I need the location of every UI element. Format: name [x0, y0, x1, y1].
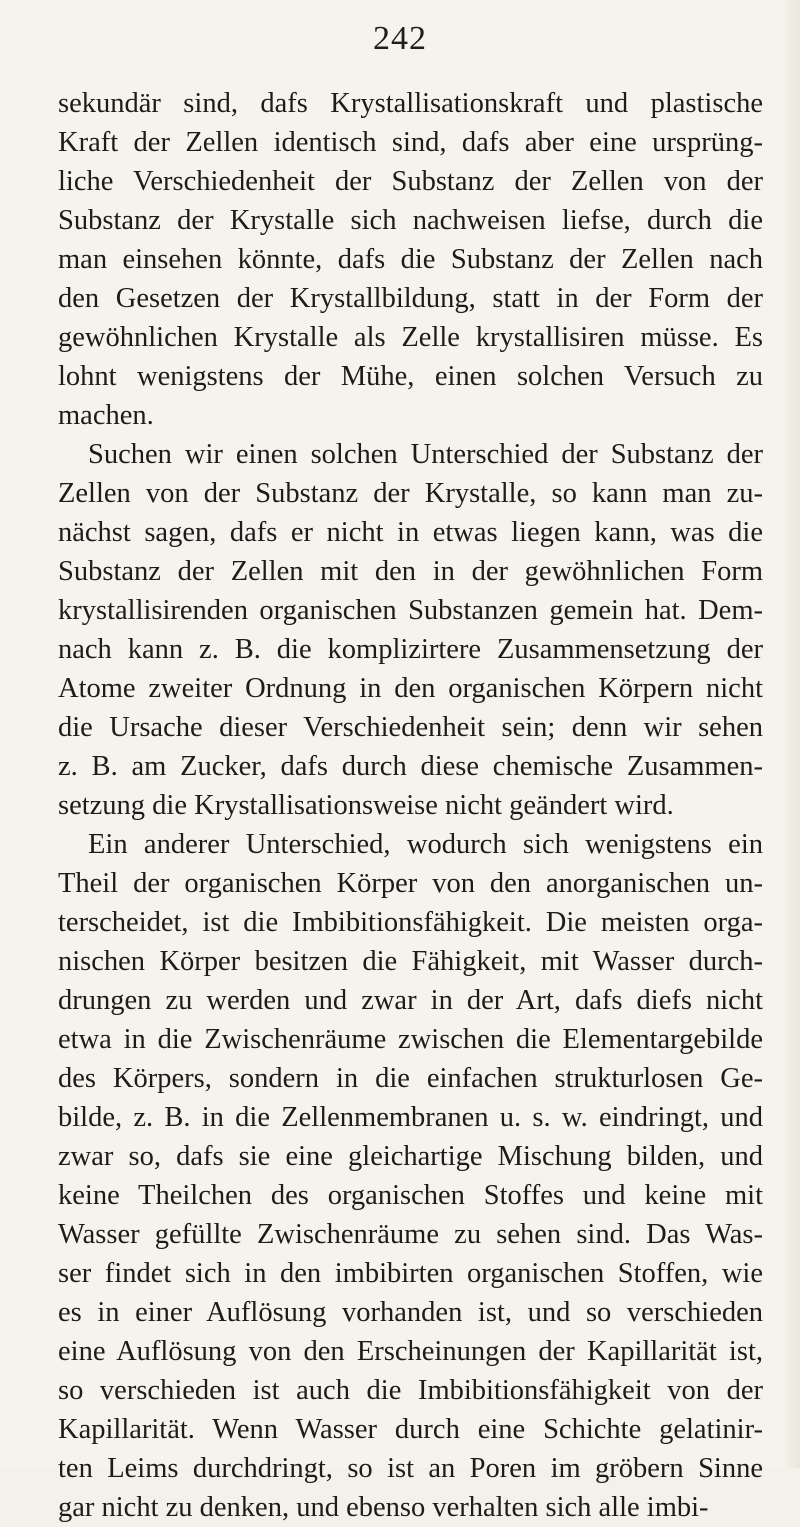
text-line: des Körpers, sondern in die einfachen strukturlosen Ge- [58, 1063, 763, 1094]
text-line: Kapillarität. Wenn Wasser durch eine Schichte gelatinir- [58, 1414, 763, 1445]
text-line: nach kann z. B. die komplizirtere Zusammensetzung der [58, 634, 763, 665]
text-line: nischen Körper besitzen die Fähigkeit, mit Wasser durch- [58, 946, 763, 977]
text-line: krystallisirenden organischen Substanzen gemein hat. Dem- [58, 595, 763, 626]
text-line: lohnt wenigstens der Mühe, einen solchen Versuch zu [58, 361, 763, 392]
text-line: Substanz der Krystalle sich nachweisen liefse, durch die [58, 205, 763, 236]
text-line: Theil der organischen Körper von den anorganischen un- [58, 868, 763, 899]
text-line: Kraft der Zellen identisch sind, dafs aber eine ursprüng- [58, 127, 763, 158]
text-line: gar nicht zu denken, und ebenso verhalten sich alle imbi- [58, 1492, 709, 1523]
text-line: Atome zweiter Ordnung in den organischen Körpern nicht [58, 673, 763, 704]
page-edge [786, 0, 800, 1468]
text-line: die Ursache dieser Verschiedenheit sein; denn wir sehen [58, 712, 763, 743]
text-line: so verschieden ist auch die Imbibitionsfähigkeit von der [58, 1375, 763, 1406]
text-line: den Gesetzen der Krystallbildung, statt in der Form der [58, 283, 763, 314]
text-line: machen. [58, 400, 154, 431]
text-line: es in einer Auflösung vorhanden ist, und so verschieden [58, 1297, 763, 1328]
text-line: Substanz der Zellen mit den in der gewöhnlichen Form [58, 556, 763, 587]
text-line: nächst sagen, dafs er nicht in etwas liegen kann, was die [58, 517, 763, 548]
text-line: z. B. am Zucker, dafs durch diese chemische Zusammen- [58, 751, 763, 782]
text-line: man einsehen könnte, dafs die Substanz der Zellen nach [58, 244, 763, 275]
text-line: terscheidet, ist die Imbibitionsfähigkeit. Die meisten orga- [58, 907, 763, 938]
text-line: sekundär sind, dafs Krystallisationskraft und plastische [58, 88, 763, 119]
text-line: etwa in die Zwischenräume zwischen die Elementargebilde [58, 1024, 763, 1055]
text-line: liche Verschiedenheit der Substanz der Zellen von der [58, 166, 763, 197]
text-line: setzung die Krystallisationsweise nicht geändert wird. [58, 790, 674, 821]
text-line: Ein anderer Unterschied, wodurch sich wenigstens ein [88, 829, 763, 860]
paragraph [58, 435, 763, 825]
text-line: gewöhnlichen Krystalle als Zelle krystallisiren müsse. Es [58, 322, 763, 353]
text-line: ten Leims durchdringt, so ist an Poren im gröbern Sinne [58, 1453, 763, 1484]
text-line: drungen zu werden und zwar in der Art, dafs diefs nicht [58, 985, 763, 1016]
text-line: keine Theilchen des organischen Stoffes und keine mit [58, 1180, 763, 1211]
page-number: 242 [373, 20, 427, 57]
text-line: eine Auflösung von den Erscheinungen der Kapillarität ist, [58, 1336, 763, 1367]
paragraph [58, 84, 763, 435]
body-text [58, 84, 763, 1527]
paragraph [58, 825, 763, 1527]
text-line: ser findet sich in den imbibirten organischen Stoffen, wie [58, 1258, 763, 1289]
text-line: Suchen wir einen solchen Unterschied der Substanz der [88, 439, 763, 470]
text-line: zwar so, dafs sie eine gleichartige Mischung bilden, und [58, 1141, 763, 1172]
text-line: Wasser gefüllte Zwischenräume zu sehen sind. Das Was- [58, 1219, 763, 1250]
text-line: bilde, z. B. in die Zellenmembranen u. s. w. eindringt, und [58, 1102, 763, 1133]
text-line: Zellen von der Substanz der Krystalle, so kann man zu- [58, 478, 763, 509]
